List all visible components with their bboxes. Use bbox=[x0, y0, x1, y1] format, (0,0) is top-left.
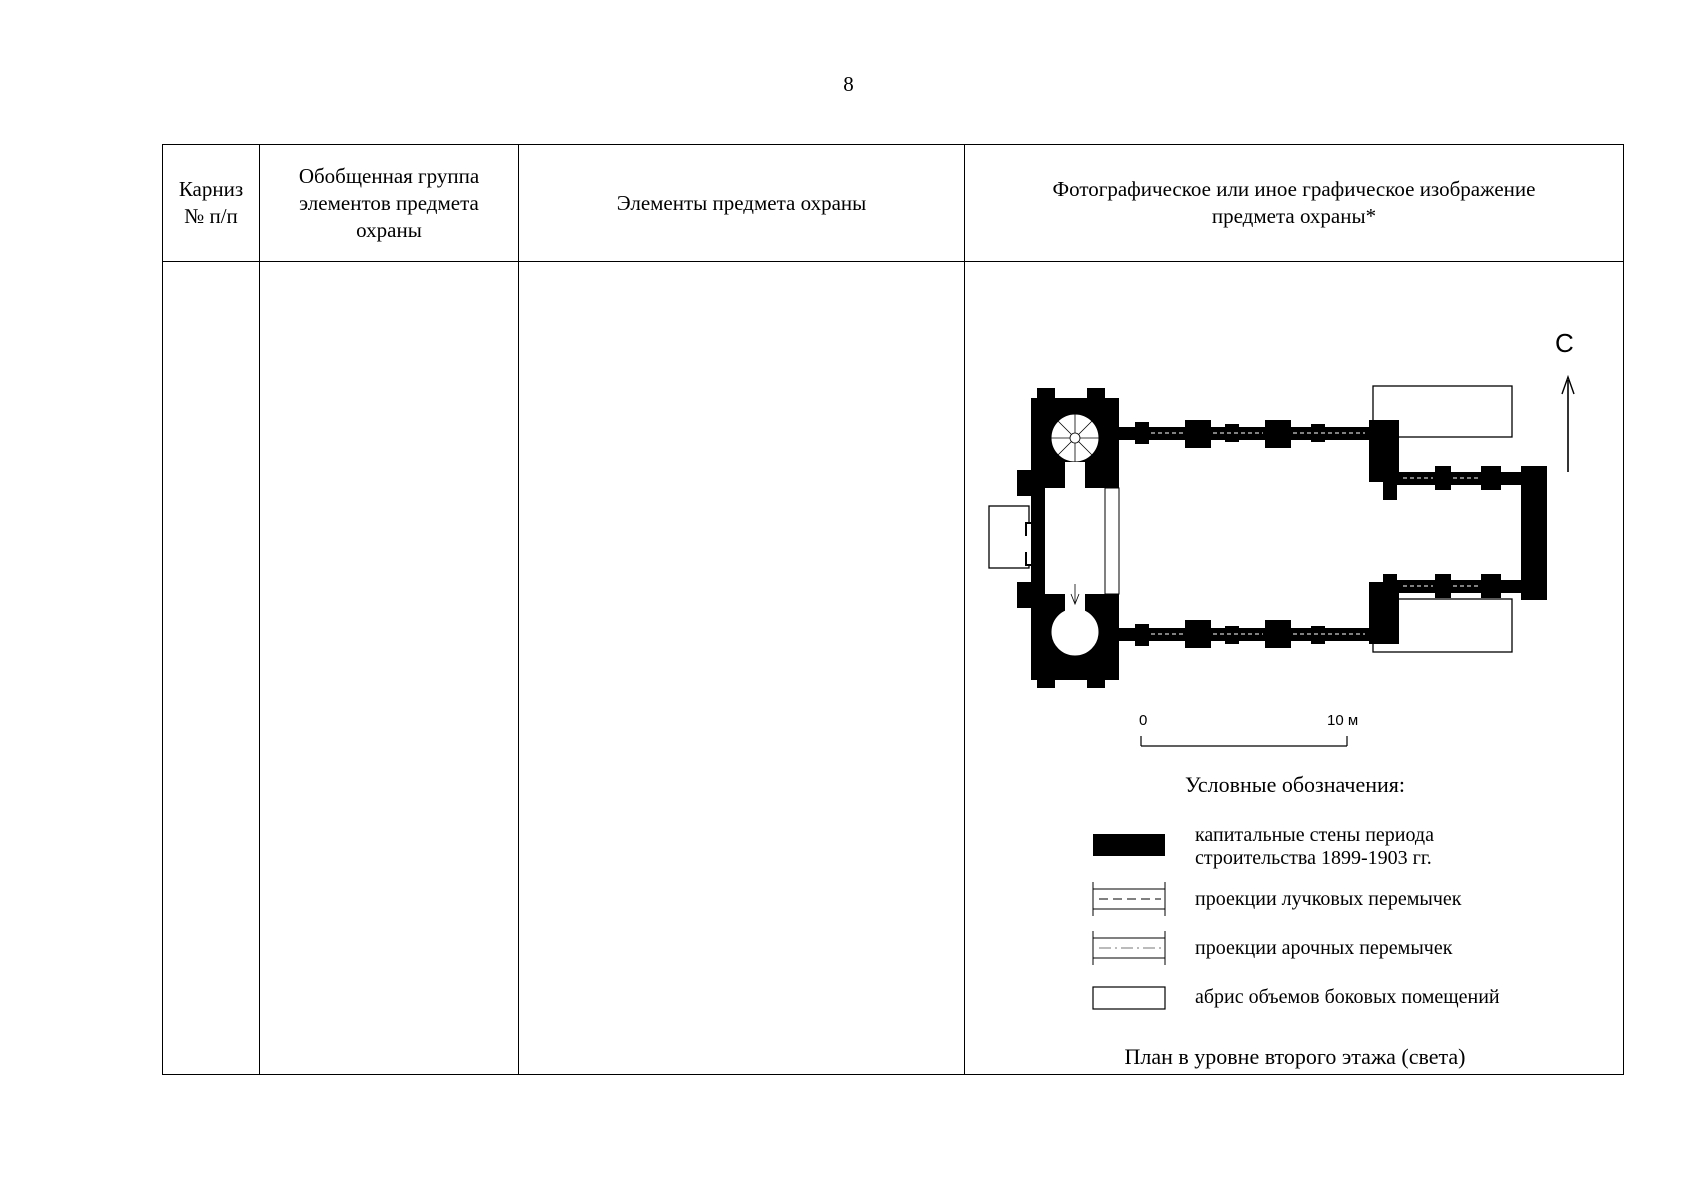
plan-caption: План в уровне второго этажа (света) bbox=[1124, 1044, 1466, 1069]
legend-swatch-segmental-lintels bbox=[1093, 882, 1165, 916]
legend-swatch-side-volumes bbox=[1093, 987, 1165, 1009]
legend-label-segmental-lintels: проекции лучковых перемычек bbox=[1195, 888, 1462, 910]
compass-north-label: С bbox=[1555, 328, 1574, 358]
table-header-row bbox=[163, 145, 1624, 262]
cell-element-group bbox=[260, 262, 519, 1075]
scale-end-label: 10 м bbox=[1327, 712, 1359, 729]
header-element-group: Обобщенная группа элементов предмета охраны bbox=[260, 145, 519, 262]
legend-title: Условные обозначения: bbox=[1184, 772, 1406, 797]
cell-cornice-number bbox=[163, 262, 260, 1075]
header-protection-elements: Элементы предмета охраны bbox=[519, 145, 965, 262]
table-row bbox=[163, 262, 1624, 1075]
page-number: 8 bbox=[843, 72, 854, 96]
cell-graphic-image bbox=[965, 262, 1624, 1075]
legend-label-side-volumes: абрис объемов боковых помещений bbox=[1195, 986, 1500, 1008]
legend-label-arch-lintels: проекции арочных перемычек bbox=[1195, 937, 1453, 959]
lintel-projections bbox=[1151, 433, 1479, 634]
header-graphic-image: Фотографическое или иное графическое изображение предмета охраны* bbox=[965, 145, 1624, 262]
scale-bar bbox=[1141, 736, 1347, 746]
header-cornice-number: Карниз № п/п bbox=[163, 145, 260, 262]
scale-start-label: 0 bbox=[1139, 712, 1148, 729]
legend-swatch-arch-lintels bbox=[1093, 931, 1165, 965]
legend-swatch-capital-walls bbox=[1093, 834, 1165, 856]
legend-label-capital-walls: капитальные стены периода строительства 1899-1903 гг. bbox=[1195, 824, 1434, 869]
protection-table bbox=[162, 144, 1624, 1075]
north-arrow-icon bbox=[1562, 377, 1574, 472]
cell-protection-elements bbox=[519, 262, 965, 1075]
